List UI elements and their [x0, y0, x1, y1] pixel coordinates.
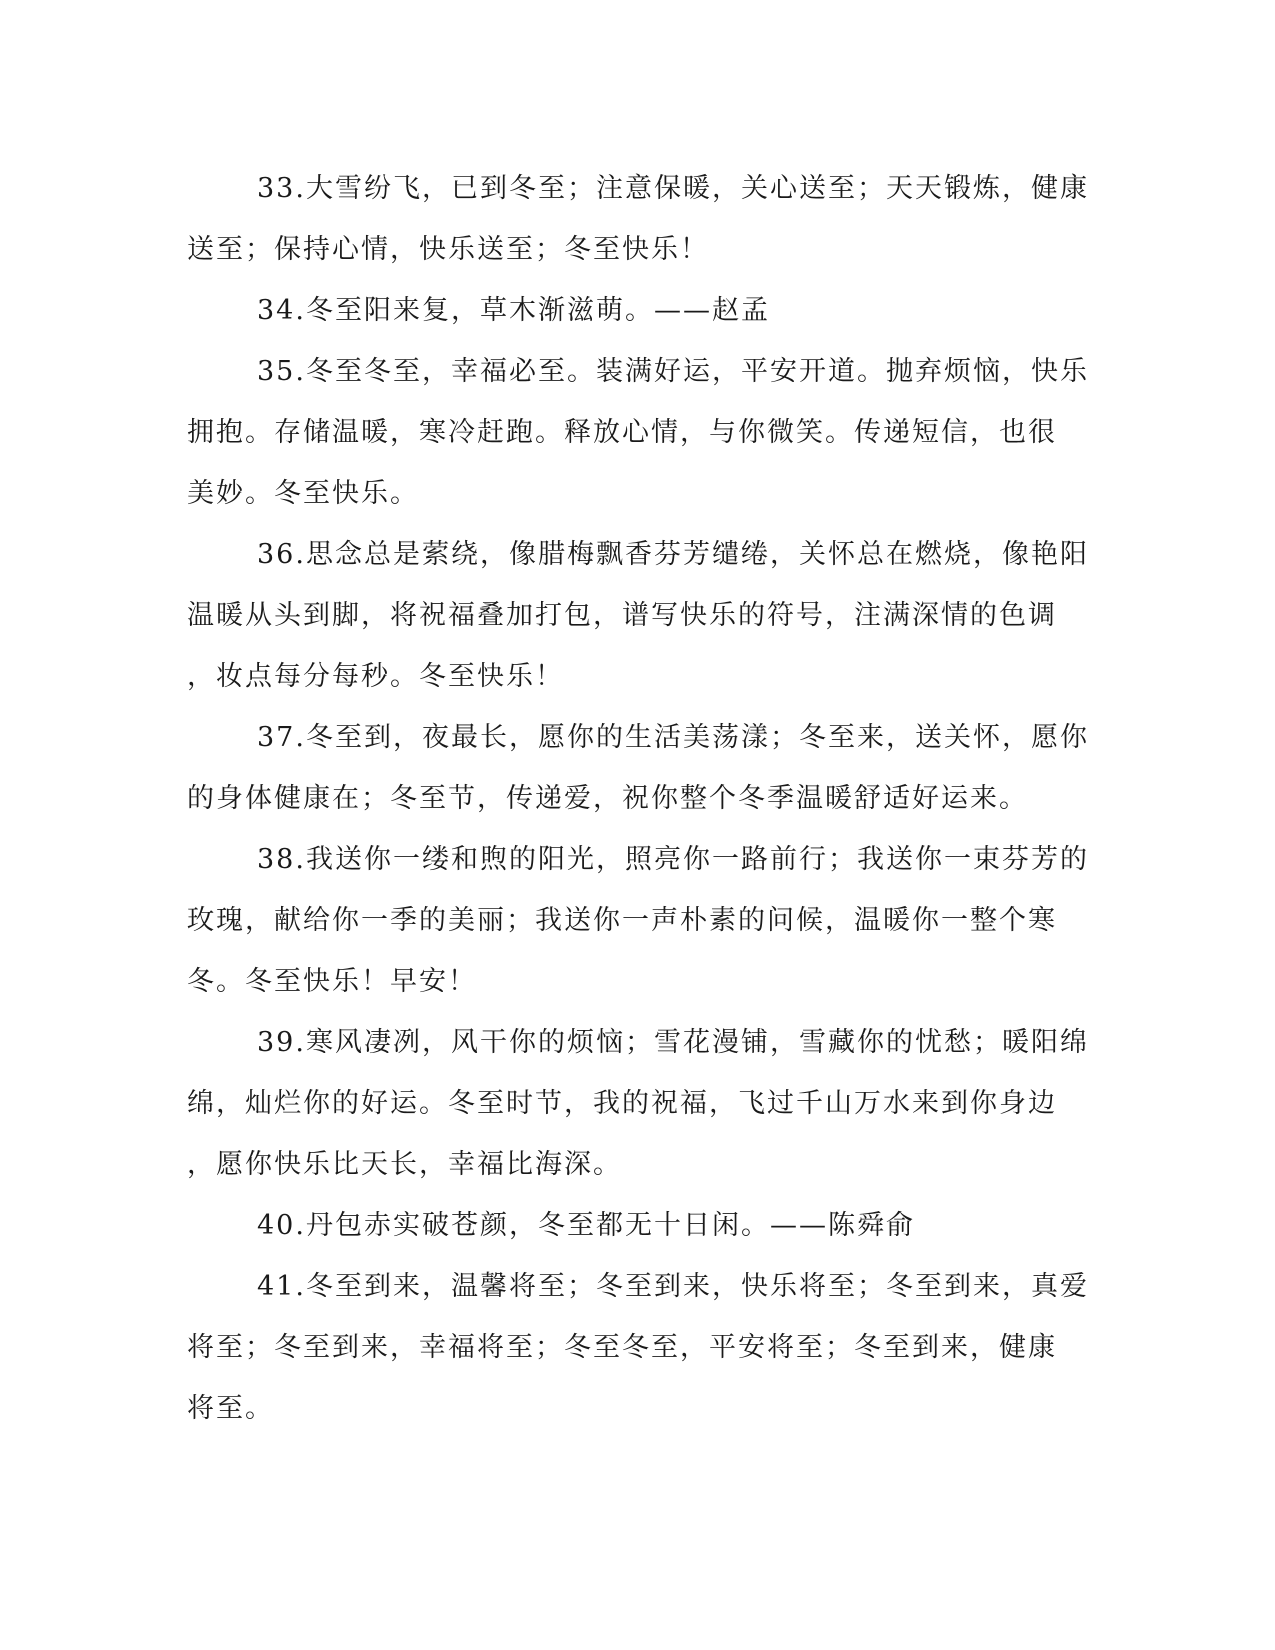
paragraph-40: 40.丹包赤实破苍颜，冬至都无十日闲。——陈舜俞	[257, 1210, 915, 1241]
paragraph-36: 36.思念总是萦绕，像腊梅飘香芬芳缱绻，关怀总在燃烧，像艳阳 温暖从头到脚，将祝福叠加打包，谱写快乐的符号，注满深情的色调 ，妆点每分每秒。冬至快乐！	[187, 539, 1089, 692]
paragraph-33: 33.大雪纷飞，已到冬至；注意保暖，关心送至；天天锻炼，健康 送至；保持心情，快乐送至；冬至快乐！	[187, 173, 1089, 265]
document-body	[187, 158, 1097, 1439]
paragraph-34: 34.冬至阳来复，草木渐滋萌。——赵孟	[257, 295, 770, 326]
paragraph-39: 39.寒风凄冽，风干你的烦恼；雪花漫铺，雪藏你的忧愁；暖阳绵 绵，灿烂你的好运。冬至时节，我的祝福，飞过千山万水来到你身边 ，愿你快乐比天长，幸福比海深。	[187, 1027, 1089, 1180]
paragraph-41: 41.冬至到来，温馨将至；冬至到来，快乐将至；冬至到来，真爱 将至；冬至到来，幸福将至；冬至冬至，平安将至；冬至到来，健康 将至。	[187, 1271, 1089, 1424]
paragraph-38: 38.我送你一缕和煦的阳光，照亮你一路前行；我送你一束芬芳的 玫瑰，献给你一季的美丽；我送你一声朴素的问候，温暖你一整个寒 冬。冬至快乐！早安！	[187, 844, 1089, 997]
paragraph-37: 37.冬至到，夜最长，愿你的生活美荡漾；冬至来，送关怀，愿你 的身体健康在；冬至节，传递爱，祝你整个冬季温暖舒适好运来。	[187, 722, 1089, 814]
paragraph-35: 35.冬至冬至，幸福必至。装满好运，平安开道。抛弃烦恼，快乐 拥抱。存储温暖，寒冷赶跑。释放心情，与你微笑。传递短信，也很 美妙。冬至快乐。	[187, 356, 1089, 509]
